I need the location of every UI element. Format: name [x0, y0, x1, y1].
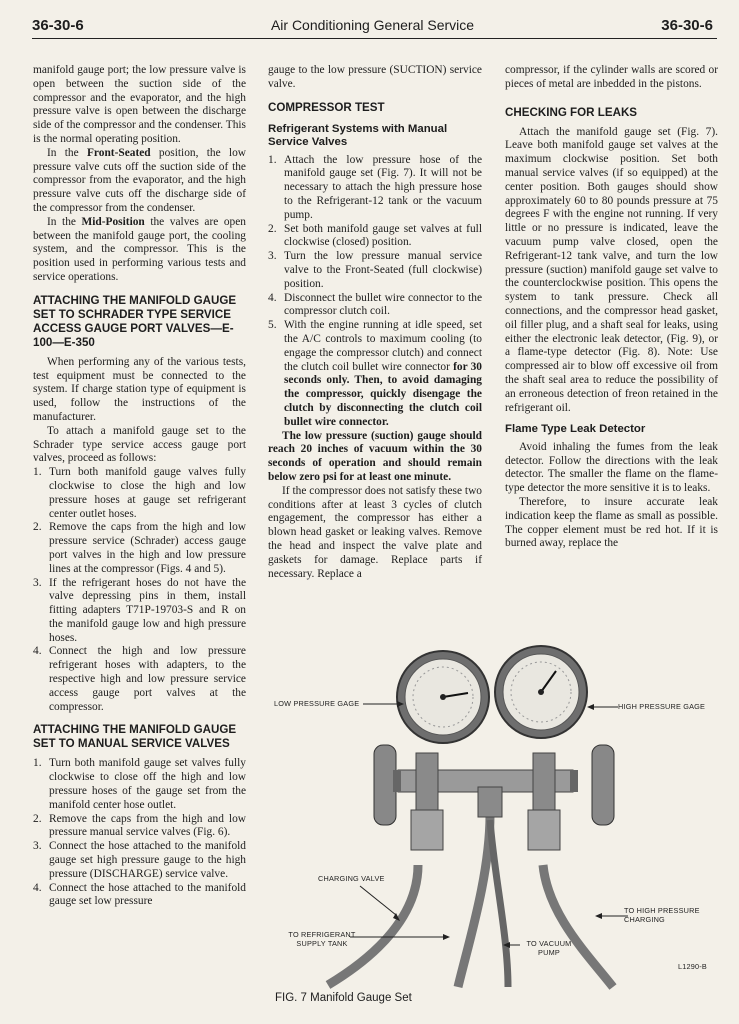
figure-caption: FIG. 7 Manifold Gauge Set: [275, 992, 412, 1004]
section-heading: CHECKING FOR LEAKS: [505, 105, 638, 119]
step-list: [268, 154, 482, 430]
manifold-gauge-figure: [268, 615, 720, 1010]
paragraph: The low pressure (suction) gauge should reach 20 inches of vacuum within the 30 seconds of operation and should remain below zero psi for at least one minute.: [268, 429, 482, 483]
paragraph: To attach a manifold gauge set to the Schrader type service access gauge port valves, proceed as follows:: [33, 424, 246, 465]
list-item: 2. Set both manifold gauge set valves at full clockwise (closed) position.: [268, 222, 482, 249]
list-item: 5. With the engine running at idle speed, set the A/C controls to maximum cooling (to engage the compressor clutch) and connect the clutch coil bullet wire connector for 30 seconds only. Then, to avoid damaging the compressor, quickly disengage the clutch by disconnecting the clutch coil bullet wire connector.: [268, 319, 483, 428]
paragraph: compressor, if the cylinder walls are scored or pieces of metal are inbedded in the pistons.: [505, 64, 718, 90]
step-list: [33, 757, 246, 909]
list-item: 3. Connect the hose attached to the manifold gauge set high pressure gauge to the high pressure (DISCHARGE) service valve.: [33, 840, 246, 880]
high-pressure-charging-label: TO HIGH PRESSURE CHARGING: [624, 906, 700, 924]
refrigerant-tank-label: TO REFRIGERANT SUPPLY TANK: [288, 930, 356, 948]
paragraph: In the Mid-Position the valves are open between the manifold gauge port, the cooling system, and the compressor. This is the position used in performing various tests and service operations.: [33, 215, 246, 283]
high-pressure-gage-label: HIGH PRESSURE GAGE: [618, 702, 706, 711]
paragraph: If the compressor does not satisfy these two conditions after at least 3 cycles of clutch engagement, the compressor has either a blown head gasket or leaking valves. Remove the head and inspect the valve plate and gaskets for damage. Replace parts if necessary. Replace a: [268, 484, 482, 580]
figure-reference: L1290-B: [678, 962, 707, 971]
paragraph: Avoid inhaling the fumes from the leak detector. Follow the directions with the leak detector. The smaller the flame on the flame-type detector the more sensitive it is to leaks.: [505, 440, 718, 495]
section-heading: ATTACHING THE MANIFOLD GAUGE SET TO SCHRADER TYPE SERVICE ACCESS GAUGE PORT VALVES—E-100—E-350: [33, 293, 237, 349]
paragraph: gauge to the low pressure (SUCTION) service valve.: [268, 64, 482, 90]
list-item: 2. Remove the caps from the high and low pressure service (Schrader) access gauge port valves in the high and low pressure lines at the compressor (Figs. 4 and 5).: [33, 521, 246, 575]
section-title: Air Conditioning General Service: [270, 17, 475, 33]
subsection-heading: Flame Type Leak Detector: [505, 423, 646, 436]
list-item: 1. Turn both manifold gauge valves fully clockwise to close the high and low pressure hoses at gauge set refrigerant center outlet hoses.: [33, 466, 246, 520]
header-rule: [32, 38, 717, 39]
subsection-heading: Refrigerant Systems with Manual Service Valves: [268, 122, 448, 149]
paragraph: When performing any of the various tests, test equipment must be connected to the system. If charge station type of equipment is used, follow the instructions of the manufacturer.: [33, 355, 246, 423]
paragraph: Therefore, to insure accurate leak indication keep the flame as small as possible. The copper element must be red hot. If it is burned away, replace the: [505, 496, 718, 550]
section-heading: COMPRESSOR TEST: [268, 100, 385, 114]
paragraph: In the Front-Seated position, the low pressure valve cuts off the suction side of the compressor from the evaporator, and the high pressure valve cuts off the discharge side of the compressor from the condenser.: [33, 146, 246, 214]
column-1: [33, 64, 246, 909]
charging-valve-label: CHARGING VALVE: [318, 874, 385, 883]
list-item: 3. If the refrigerant hoses do not have the valve depressing pins in them, install fitting adapters T71P-19703-S and R on the manifold gauge low and high pressure hoses.: [33, 576, 246, 644]
section-heading: ATTACHING THE MANIFOLD GAUGE SET TO MANUAL SERVICE VALVES: [33, 723, 237, 751]
paragraph: manifold gauge port; the low pressure valve is open between the suction side of the compressor and the evaporator, and the high pressure valve is open between the discharge side of the compressor and the condenser. This is the normal operating position.: [33, 64, 246, 145]
vacuum-pump-label: TO VACUUM PUMP: [526, 939, 572, 957]
page-header: [32, 12, 713, 38]
low-pressure-gage-label: LOW PRESSURE GAGE: [274, 699, 360, 708]
list-item: 2. Remove the caps from the high and low pressure manual service valves (Fig. 6).: [33, 812, 246, 839]
list-item: 1. Attach the low pressure hose of the manifold gauge set (Fig. 7). It will not be necessary to attach the high pressure hose to the Refrigerant-12 tank or the vacuum pump.: [268, 153, 482, 221]
step-list: [33, 466, 246, 714]
list-item: 3. Turn the low pressure manual service valve to the Front-Seated (full clockwise) position.: [268, 250, 482, 290]
paragraph: Attach the manifold gauge set (Fig. 7). Leave both manifold gauge set valves at the maximum clockwise position. Set both manual service valves (if so equipped) at the center position. Both gauges should show approximately 60 to 80 pounds pressure at 75 degrees F with the engine not running. If very little or no pressure is indicated, leave the vacuum pump valve closed, open the Refrigerant-12 tank valve, and turn the low pressure (suction) manifold gauge set valve to the counterclockwise position. This opens the system to tank pressure. Check all connections, and the compressor head gasket, oil filler plug, and a shaft seal for leaks, using either the electronic leak detector, (Fig. 9), or a flame-type detector (Fig. 8). Note: Use compressed air to blow off excessive oil from the shaft seal area to reduce the possibility of an erroneous detection of freon retained in the refrigerant oil.: [505, 125, 718, 414]
page-number-right: 36-30-6: [661, 16, 713, 34]
list-item: 4. Connect the high and low pressure refrigerant hoses with adapters, to the respective high and low pressure service access gauge port valves at the compressor.: [33, 645, 246, 713]
list-item: 4. Connect the hose attached to the manifold gauge set low pressure: [33, 881, 246, 908]
page-number-left: 36-30-6: [32, 16, 84, 34]
list-item: 1. Turn both manifold gauge set valves fully clockwise to close off the high and low pressure hoses of the gauge set from the manifold center hose outlet.: [33, 757, 246, 811]
column-2: [268, 64, 482, 581]
column-3: [505, 64, 718, 551]
list-item: 4. Disconnect the bullet wire connector to the compressor clutch coil.: [268, 291, 482, 318]
